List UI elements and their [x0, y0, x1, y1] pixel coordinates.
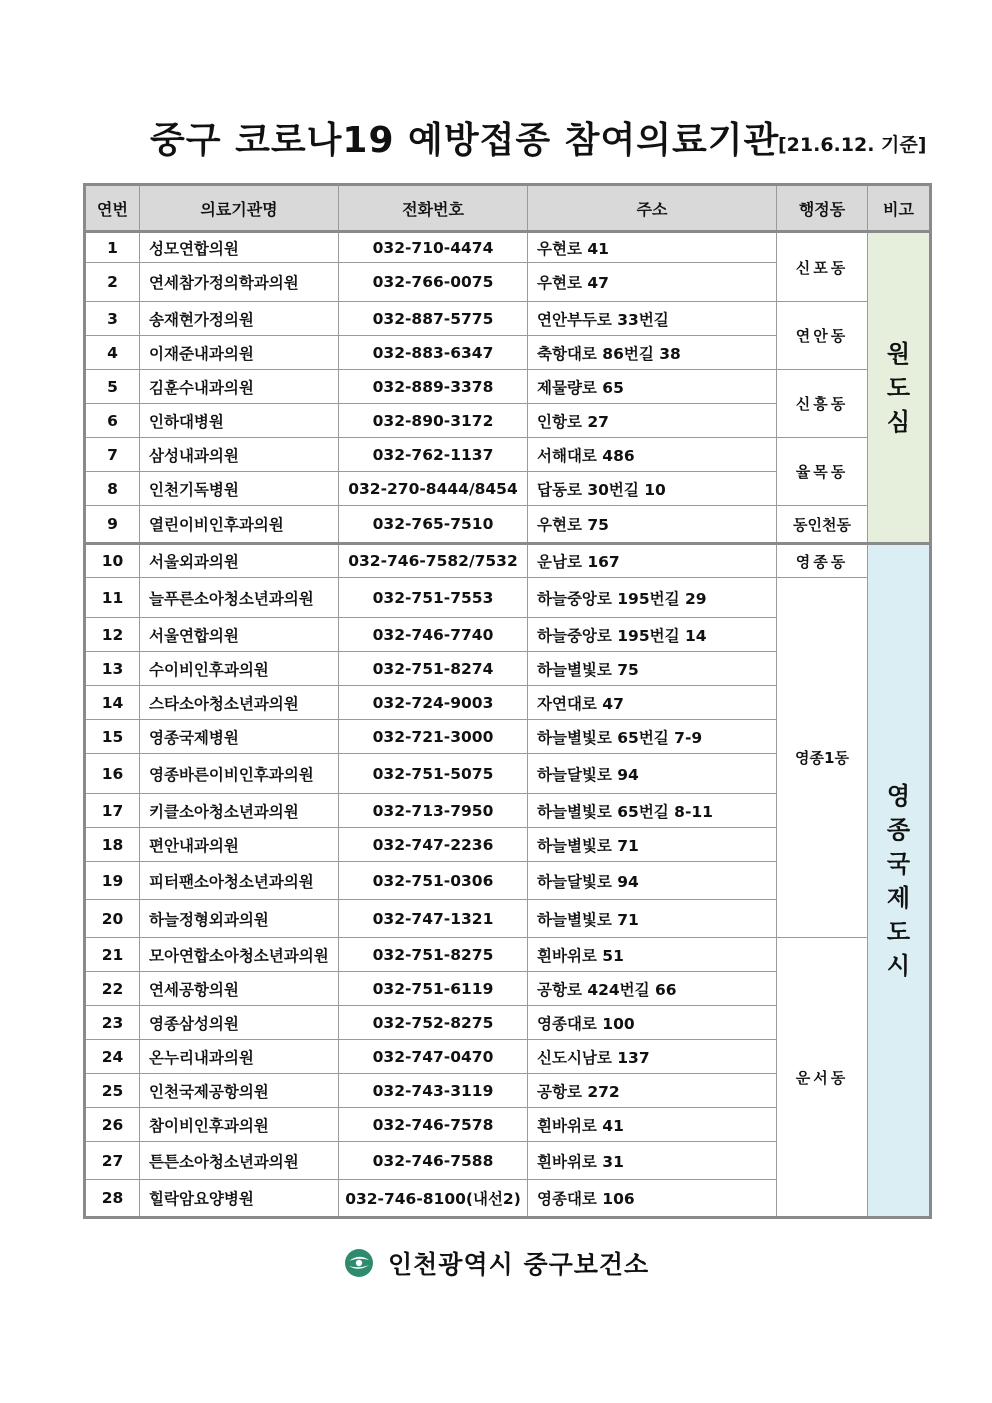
- row-number: 16: [85, 754, 140, 794]
- phone-number: 032-766-0075: [339, 263, 528, 302]
- address: 영종대로 106: [528, 1180, 777, 1218]
- clinic-name: 송재현가정의원: [140, 302, 339, 336]
- address: 우현로 75: [528, 506, 777, 544]
- row-number: 4: [85, 336, 140, 370]
- row-number: 15: [85, 720, 140, 754]
- row-number: 11: [85, 578, 140, 618]
- admin-dong: 율목동: [777, 438, 868, 506]
- address: 흰바위로 51: [528, 938, 777, 972]
- clinic-name: 연세참가정의학과의원: [140, 263, 339, 302]
- phone-number: 032-889-3378: [339, 370, 528, 404]
- phone-number: 032-746-7578: [339, 1108, 528, 1142]
- row-number: 7: [85, 438, 140, 472]
- clinic-name: 이재준내과의원: [140, 336, 339, 370]
- address: 하늘달빛로 94: [528, 862, 777, 900]
- address: 하늘별빛로 65번길 8-11: [528, 794, 777, 828]
- table-row: [85, 302, 931, 336]
- phone-number: 032-751-0306: [339, 862, 528, 900]
- clinic-name: 연세공항의원: [140, 972, 339, 1006]
- clinic-name: 인하대병원: [140, 404, 339, 438]
- header-no: 연번: [85, 185, 140, 232]
- admin-dong: 신포동: [777, 232, 868, 302]
- clinic-table: [83, 183, 932, 1219]
- phone-number: 032-743-3119: [339, 1074, 528, 1108]
- address: 축항대로 86번길 38: [528, 336, 777, 370]
- clinic-name: 늘푸른소아청소년과의원: [140, 578, 339, 618]
- region-note-text: 영종국제도시: [886, 781, 911, 980]
- clinic-name: 영종삼성의원: [140, 1006, 339, 1040]
- row-number: 25: [85, 1074, 140, 1108]
- address: 우현로 47: [528, 263, 777, 302]
- address: 흰바위로 41: [528, 1108, 777, 1142]
- phone-number: 032-751-8275: [339, 938, 528, 972]
- address: 운남로 167: [528, 544, 777, 578]
- address: 하늘별빛로 71: [528, 900, 777, 938]
- clinic-name: 성모연합의원: [140, 232, 339, 263]
- clinic-name: 튼튼소아청소년과의원: [140, 1142, 339, 1180]
- table-row: [85, 438, 931, 472]
- phone-number: 032-887-5775: [339, 302, 528, 336]
- phone-number: 032-762-1137: [339, 438, 528, 472]
- phone-number: 032-752-8275: [339, 1006, 528, 1040]
- phone-number: 032-751-5075: [339, 754, 528, 794]
- row-number: 13: [85, 652, 140, 686]
- clinic-name: 참이비인후과의원: [140, 1108, 339, 1142]
- basis-date: [21.6.12. 기준]: [778, 134, 927, 156]
- clinic-name: 영종국제병원: [140, 720, 339, 754]
- row-number: 19: [85, 862, 140, 900]
- row-number: 10: [85, 544, 140, 578]
- admin-dong: 동인천동: [777, 506, 868, 544]
- phone-number: 032-713-7950: [339, 794, 528, 828]
- address: 인항로 27: [528, 404, 777, 438]
- address: 하늘중앙로 195번길 14: [528, 618, 777, 652]
- address: 우현로 41: [528, 232, 777, 263]
- header-dong: 행정동: [777, 185, 868, 232]
- row-number: 20: [85, 900, 140, 938]
- phone-number: 032-746-8100(내선2): [339, 1180, 528, 1218]
- clinic-name: 키클소아청소년과의원: [140, 794, 339, 828]
- phone-number: 032-746-7588: [339, 1142, 528, 1180]
- address: 하늘별빛로 71: [528, 828, 777, 862]
- phone-number: 032-765-7510: [339, 506, 528, 544]
- clinic-name: 힐락암요양병원: [140, 1180, 339, 1218]
- health-center-logo-icon: [344, 1248, 374, 1278]
- footer: [344, 1245, 649, 1281]
- table-row: [85, 938, 931, 972]
- admin-dong: 운서동: [777, 938, 868, 1218]
- region-note: [868, 544, 931, 1218]
- row-number: 9: [85, 506, 140, 544]
- clinic-name: 하늘정형외과의원: [140, 900, 339, 938]
- phone-number: 032-747-2236: [339, 828, 528, 862]
- row-number: 24: [85, 1040, 140, 1074]
- table-row: [85, 232, 931, 263]
- address: 하늘달빛로 94: [528, 754, 777, 794]
- admin-dong: 영종1동: [777, 578, 868, 938]
- clinic-name: 피터팬소아청소년과의원: [140, 862, 339, 900]
- region-note: [868, 232, 931, 544]
- row-number: 6: [85, 404, 140, 438]
- phone-number: 032-746-7582/7532: [339, 544, 528, 578]
- address: 흰바위로 31: [528, 1142, 777, 1180]
- admin-dong: 연안동: [777, 302, 868, 370]
- phone-number: 032-724-9003: [339, 686, 528, 720]
- clinic-name: 인천국제공항의원: [140, 1074, 339, 1108]
- phone-number: 032-890-3172: [339, 404, 528, 438]
- row-number: 22: [85, 972, 140, 1006]
- clinic-name: 온누리내과의원: [140, 1040, 339, 1074]
- row-number: 12: [85, 618, 140, 652]
- row-number: 27: [85, 1142, 140, 1180]
- phone-number: 032-710-4474: [339, 232, 528, 263]
- row-number: 8: [85, 472, 140, 506]
- admin-dong: 신흥동: [777, 370, 868, 438]
- address: 공항로 424번길 66: [528, 972, 777, 1006]
- clinic-name: 편안내과의원: [140, 828, 339, 862]
- address: 연안부두로 33번길: [528, 302, 777, 336]
- row-number: 26: [85, 1108, 140, 1142]
- phone-number: 032-746-7740: [339, 618, 528, 652]
- row-number: 18: [85, 828, 140, 862]
- address: 답동로 30번길 10: [528, 472, 777, 506]
- clinic-name: 서울연합의원: [140, 618, 339, 652]
- row-number: 2: [85, 263, 140, 302]
- clinic-name: 김훈수내과의원: [140, 370, 339, 404]
- table-header-row: [85, 185, 931, 232]
- clinic-name: 인천기독병원: [140, 472, 339, 506]
- table-body: [85, 232, 931, 1218]
- row-number: 28: [85, 1180, 140, 1218]
- phone-number: 032-883-6347: [339, 336, 528, 370]
- table-row: [85, 370, 931, 404]
- phone-number: 032-721-3000: [339, 720, 528, 754]
- footer-org-name: 인천광역시 중구보건소: [388, 1250, 650, 1279]
- clinic-name: 모아연합소아청소년과의원: [140, 938, 339, 972]
- clinic-name: 서울외과의원: [140, 544, 339, 578]
- header-name: 의료기관명: [140, 185, 339, 232]
- clinic-name: 스타소아청소년과의원: [140, 686, 339, 720]
- admin-dong: 영종동: [777, 544, 868, 578]
- phone-number: 032-751-7553: [339, 578, 528, 618]
- phone-number: 032-751-8274: [339, 652, 528, 686]
- address: 신도시남로 137: [528, 1040, 777, 1074]
- address: 서해대로 486: [528, 438, 777, 472]
- row-number: 23: [85, 1006, 140, 1040]
- phone-number: 032-747-1321: [339, 900, 528, 938]
- phone-number: 032-270-8444/8454: [339, 472, 528, 506]
- region-note-text: 원도심: [886, 339, 911, 436]
- row-number: 21: [85, 938, 140, 972]
- address: 영종대로 100: [528, 1006, 777, 1040]
- header-note: 비고: [868, 185, 931, 232]
- address: 하늘별빛로 65번길 7-9: [528, 720, 777, 754]
- table-row: [85, 506, 931, 544]
- phone-number: 032-747-0470: [339, 1040, 528, 1074]
- table-row: [85, 578, 931, 618]
- clinic-name: 수이비인후과의원: [140, 652, 339, 686]
- address: 공항로 272: [528, 1074, 777, 1108]
- clinic-name: 열린이비인후과의원: [140, 506, 339, 544]
- address: 하늘별빛로 75: [528, 652, 777, 686]
- row-number: 17: [85, 794, 140, 828]
- clinic-name: 영종바른이비인후과의원: [140, 754, 339, 794]
- page-title: 중구 코로나19 예방접종 참여의료기관: [150, 120, 780, 161]
- address: 자연대로 47: [528, 686, 777, 720]
- table-row: [85, 544, 931, 578]
- address: 제물량로 65: [528, 370, 777, 404]
- row-number: 1: [85, 232, 140, 263]
- header-phone: 전화번호: [339, 185, 528, 232]
- row-number: 14: [85, 686, 140, 720]
- header-address: 주소: [528, 185, 777, 232]
- clinic-name: 삼성내과의원: [140, 438, 339, 472]
- row-number: 5: [85, 370, 140, 404]
- row-number: 3: [85, 302, 140, 336]
- phone-number: 032-751-6119: [339, 972, 528, 1006]
- address: 하늘중앙로 195번길 29: [528, 578, 777, 618]
